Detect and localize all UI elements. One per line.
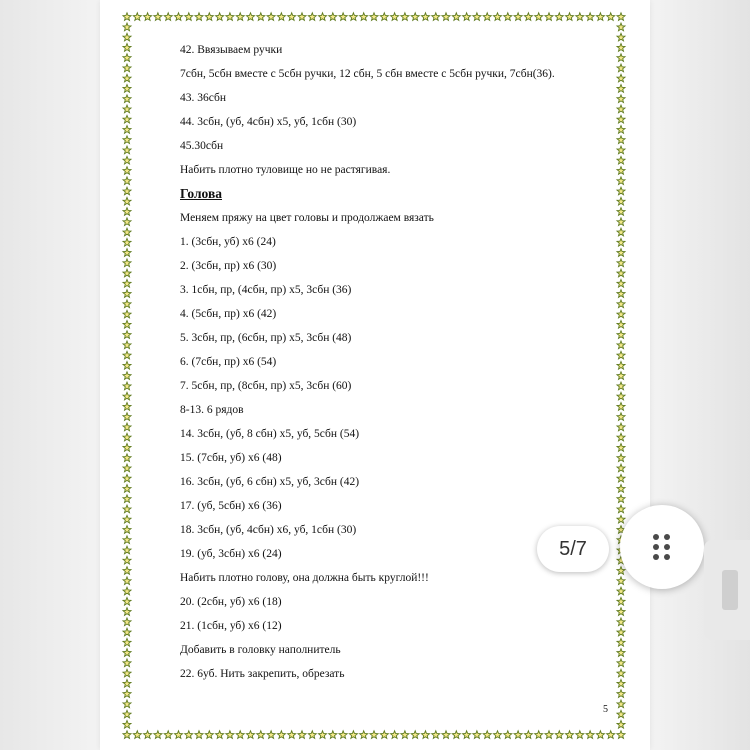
star-icon <box>123 649 131 657</box>
star-icon <box>123 526 131 534</box>
star-icon <box>123 115 131 123</box>
star-icon <box>123 392 131 400</box>
star-icon <box>123 300 131 308</box>
star-icon <box>123 680 131 688</box>
star-icon <box>401 731 409 739</box>
star-icon <box>123 454 131 462</box>
star-icon <box>247 731 255 739</box>
star-icon <box>226 731 234 739</box>
text-line: 8-13. 6 рядов <box>180 404 244 416</box>
star-icon <box>349 13 357 21</box>
star-icon <box>123 331 131 339</box>
star-icon <box>288 731 296 739</box>
star-icon <box>524 13 532 21</box>
page-indicator: 5/7 <box>537 526 609 572</box>
text-line: Добавить в головку наполнитель <box>180 644 341 656</box>
star-icon <box>329 13 337 21</box>
text-line: 45.30сбн <box>180 140 224 152</box>
star-icon <box>226 13 234 21</box>
text-line: 20. (2сбн, уб) х6 (18) <box>180 596 282 608</box>
star-icon <box>236 13 244 21</box>
star-icon <box>247 13 255 21</box>
star-icon <box>442 13 450 21</box>
star-icon <box>164 13 172 21</box>
document-page <box>100 0 650 750</box>
star-icon <box>483 13 491 21</box>
star-icon <box>123 187 131 195</box>
star-icon <box>617 731 625 739</box>
star-icon <box>123 669 131 677</box>
star-icon <box>123 23 131 31</box>
star-icon <box>185 731 193 739</box>
star-icon <box>123 280 131 288</box>
text-line: 18. 3сбн, (уб, 4сбн) х6, уб, 1сбн (30) <box>180 524 357 536</box>
star-icon <box>411 731 419 739</box>
star-icon <box>298 13 306 21</box>
star-icon <box>123 44 131 52</box>
star-icon <box>123 341 131 349</box>
star-icon <box>154 731 162 739</box>
star-icon <box>576 731 584 739</box>
star-icon <box>360 13 368 21</box>
text-line: Набить плотно голову, она должна быть круглой!!! <box>180 572 429 584</box>
star-icon <box>257 13 265 21</box>
star-icon <box>422 731 430 739</box>
text-line: 43. 36сбн <box>180 92 226 104</box>
star-icon <box>123 556 131 564</box>
text-line: 14. 3сбн, (уб, 8 сбн) х5, уб, 5сбн (54) <box>180 428 360 440</box>
star-icon <box>123 177 131 185</box>
star-icon <box>288 13 296 21</box>
text-line: 17. (уб, 5сбн) х6 (36) <box>180 500 282 512</box>
star-icon <box>123 208 131 216</box>
star-icon <box>133 731 141 739</box>
star-icon <box>123 721 131 729</box>
star-icon <box>123 403 131 411</box>
star-icon <box>566 13 574 21</box>
star-icon <box>576 13 584 21</box>
star-icon <box>123 546 131 554</box>
star-icon <box>401 13 409 21</box>
star-icon <box>123 167 131 175</box>
star-icon <box>535 731 543 739</box>
text-line: 7сбн, 5сбн вместе с 5сбн ручки, 12 сбн, 5 сбн вместе с 5сбн ручки, 7сбн(36). <box>180 68 555 80</box>
star-icon <box>411 13 419 21</box>
star-icon <box>123 485 131 493</box>
star-icon <box>123 536 131 544</box>
star-icon <box>205 13 213 21</box>
star-icon <box>617 700 625 708</box>
text-line: 16. 3сбн, (уб, 6 сбн) х5, уб, 3сбн (42) <box>180 476 360 488</box>
star-icon <box>123 321 131 329</box>
star-icon <box>422 13 430 21</box>
star-icon <box>195 731 203 739</box>
star-icon <box>123 567 131 575</box>
star-icon <box>123 259 131 267</box>
star-icon <box>319 13 327 21</box>
star-icon <box>545 13 553 21</box>
star-icon <box>123 587 131 595</box>
star-icon <box>123 85 131 93</box>
star-icon <box>267 731 275 739</box>
star-icon <box>123 474 131 482</box>
star-icon <box>555 731 563 739</box>
star-icon <box>504 13 512 21</box>
star-icon <box>123 690 131 698</box>
star-icon <box>596 13 604 21</box>
star-icon <box>123 310 131 318</box>
star-icon <box>380 13 388 21</box>
text-line: Набить плотно туловище но не растягивая. <box>180 164 391 176</box>
star-icon <box>452 13 460 21</box>
star-icon <box>329 731 337 739</box>
star-icon <box>370 13 378 21</box>
star-icon <box>391 731 399 739</box>
star-icon <box>524 731 532 739</box>
star-icon <box>339 731 347 739</box>
star-icon <box>432 731 440 739</box>
star-icon <box>123 156 131 164</box>
star-icon <box>123 464 131 472</box>
star-icon <box>123 351 131 359</box>
star-icon <box>123 495 131 503</box>
star-icon <box>123 382 131 390</box>
side-panel-tab[interactable] <box>704 540 750 640</box>
star-icon <box>473 731 481 739</box>
star-icon <box>514 731 522 739</box>
star-icon <box>463 731 471 739</box>
star-icon <box>566 731 574 739</box>
text-line: 44. 3сбн, (уб, 4сбн) х5, уб, 1сбн (30) <box>180 116 357 128</box>
star-icon <box>123 362 131 370</box>
star-icon <box>360 731 368 739</box>
star-icon <box>123 608 131 616</box>
star-icon <box>123 269 131 277</box>
star-icon <box>494 731 502 739</box>
star-icon <box>175 13 183 21</box>
star-icon <box>123 433 131 441</box>
star-icon <box>277 13 285 21</box>
star-icon <box>617 710 625 718</box>
panel-handle[interactable] <box>722 570 738 610</box>
star-icon <box>123 515 131 523</box>
star-icon <box>123 54 131 62</box>
text-line: 4. (5сбн, пр) х6 (42) <box>180 308 277 320</box>
star-icon <box>586 13 594 21</box>
star-icon <box>123 710 131 718</box>
star-icon <box>607 13 615 21</box>
star-icon <box>123 731 131 739</box>
text-line: 19. (уб, 3сбн) х6 (24) <box>180 548 282 560</box>
star-icon <box>154 13 162 21</box>
page-number: 5 <box>603 704 608 715</box>
star-icon <box>483 731 491 739</box>
star-icon <box>391 13 399 21</box>
star-icon <box>123 249 131 257</box>
star-icon <box>123 13 131 21</box>
star-icon <box>617 23 625 31</box>
star-icon <box>205 731 213 739</box>
star-icon <box>216 13 224 21</box>
star-icon <box>442 731 450 739</box>
text-line: 21. (1сбн, уб) х6 (12) <box>180 620 282 632</box>
star-icon <box>123 146 131 154</box>
star-icon <box>596 731 604 739</box>
star-icon <box>277 731 285 739</box>
star-icon <box>216 731 224 739</box>
star-icon <box>494 13 502 21</box>
star-icon <box>123 628 131 636</box>
star-icon <box>133 13 141 21</box>
star-icon <box>617 690 625 698</box>
star-icon <box>504 731 512 739</box>
star-icon <box>123 126 131 134</box>
star-icon <box>123 444 131 452</box>
star-icon <box>123 105 131 113</box>
star-icon <box>535 13 543 21</box>
star-icon <box>586 731 594 739</box>
star-icon <box>463 13 471 21</box>
star-icon <box>370 731 378 739</box>
star-icon <box>123 598 131 606</box>
star-icon <box>123 577 131 585</box>
star-icon <box>339 13 347 21</box>
star-icon <box>123 218 131 226</box>
star-icon <box>607 731 615 739</box>
star-icon <box>123 423 131 431</box>
star-icon <box>298 731 306 739</box>
star-icon <box>349 731 357 739</box>
star-icon <box>123 64 131 72</box>
star-icon <box>514 13 522 21</box>
star-icon <box>123 639 131 647</box>
star-icon <box>123 413 131 421</box>
star-icon <box>308 731 316 739</box>
viewer-background-left <box>0 0 100 750</box>
star-icon <box>123 505 131 513</box>
star-icon <box>545 731 553 739</box>
star-icon <box>236 731 244 739</box>
star-icon <box>267 13 275 21</box>
star-icon <box>123 136 131 144</box>
document-content <box>180 38 620 686</box>
star-icon <box>123 618 131 626</box>
star-icon <box>123 290 131 298</box>
text-line: 1. (3сбн, уб) х6 (24) <box>180 236 276 248</box>
star-icon <box>144 13 152 21</box>
text-line: 3. 1сбн, пр, (4сбн, пр) х5, 3сбн (36) <box>180 284 352 296</box>
star-icon <box>123 700 131 708</box>
star-icon <box>555 13 563 21</box>
star-icon <box>257 731 265 739</box>
star-icon <box>123 659 131 667</box>
star-icon <box>123 239 131 247</box>
text-line: 22. 6уб. Нить закрепить, обрезать <box>180 668 345 680</box>
star-icon <box>195 13 203 21</box>
grid-view-button[interactable] <box>620 505 704 589</box>
star-icon <box>308 13 316 21</box>
star-icon <box>617 13 625 21</box>
star-icon <box>175 731 183 739</box>
star-icon <box>185 13 193 21</box>
section-heading: Голова <box>180 186 223 201</box>
text-line: Меняем пряжу на цвет головы и продолжаем вязать <box>180 212 434 224</box>
star-icon <box>123 33 131 41</box>
star-icon <box>123 197 131 205</box>
text-line: 15. (7сбн, уб) х6 (48) <box>180 452 282 464</box>
text-line: 5. 3сбн, пр, (6сбн, пр) х5, 3сбн (48) <box>180 332 352 344</box>
star-icon <box>432 13 440 21</box>
star-icon <box>473 13 481 21</box>
star-icon <box>319 731 327 739</box>
star-icon <box>144 731 152 739</box>
star-icon <box>123 372 131 380</box>
text-line: 7. 5сбн, пр, (8сбн, пр) х5, 3сбн (60) <box>180 380 352 392</box>
star-icon <box>164 731 172 739</box>
text-line: 2. (3сбн, пр) х6 (30) <box>180 260 277 272</box>
text-line: 42. Ввязываем ручки <box>180 44 283 56</box>
text-line: 6. (7сбн, пр) х6 (54) <box>180 356 277 368</box>
star-icon <box>617 721 625 729</box>
star-icon <box>123 95 131 103</box>
star-icon <box>452 731 460 739</box>
star-icon <box>123 228 131 236</box>
star-icon <box>380 731 388 739</box>
star-icon <box>123 74 131 82</box>
